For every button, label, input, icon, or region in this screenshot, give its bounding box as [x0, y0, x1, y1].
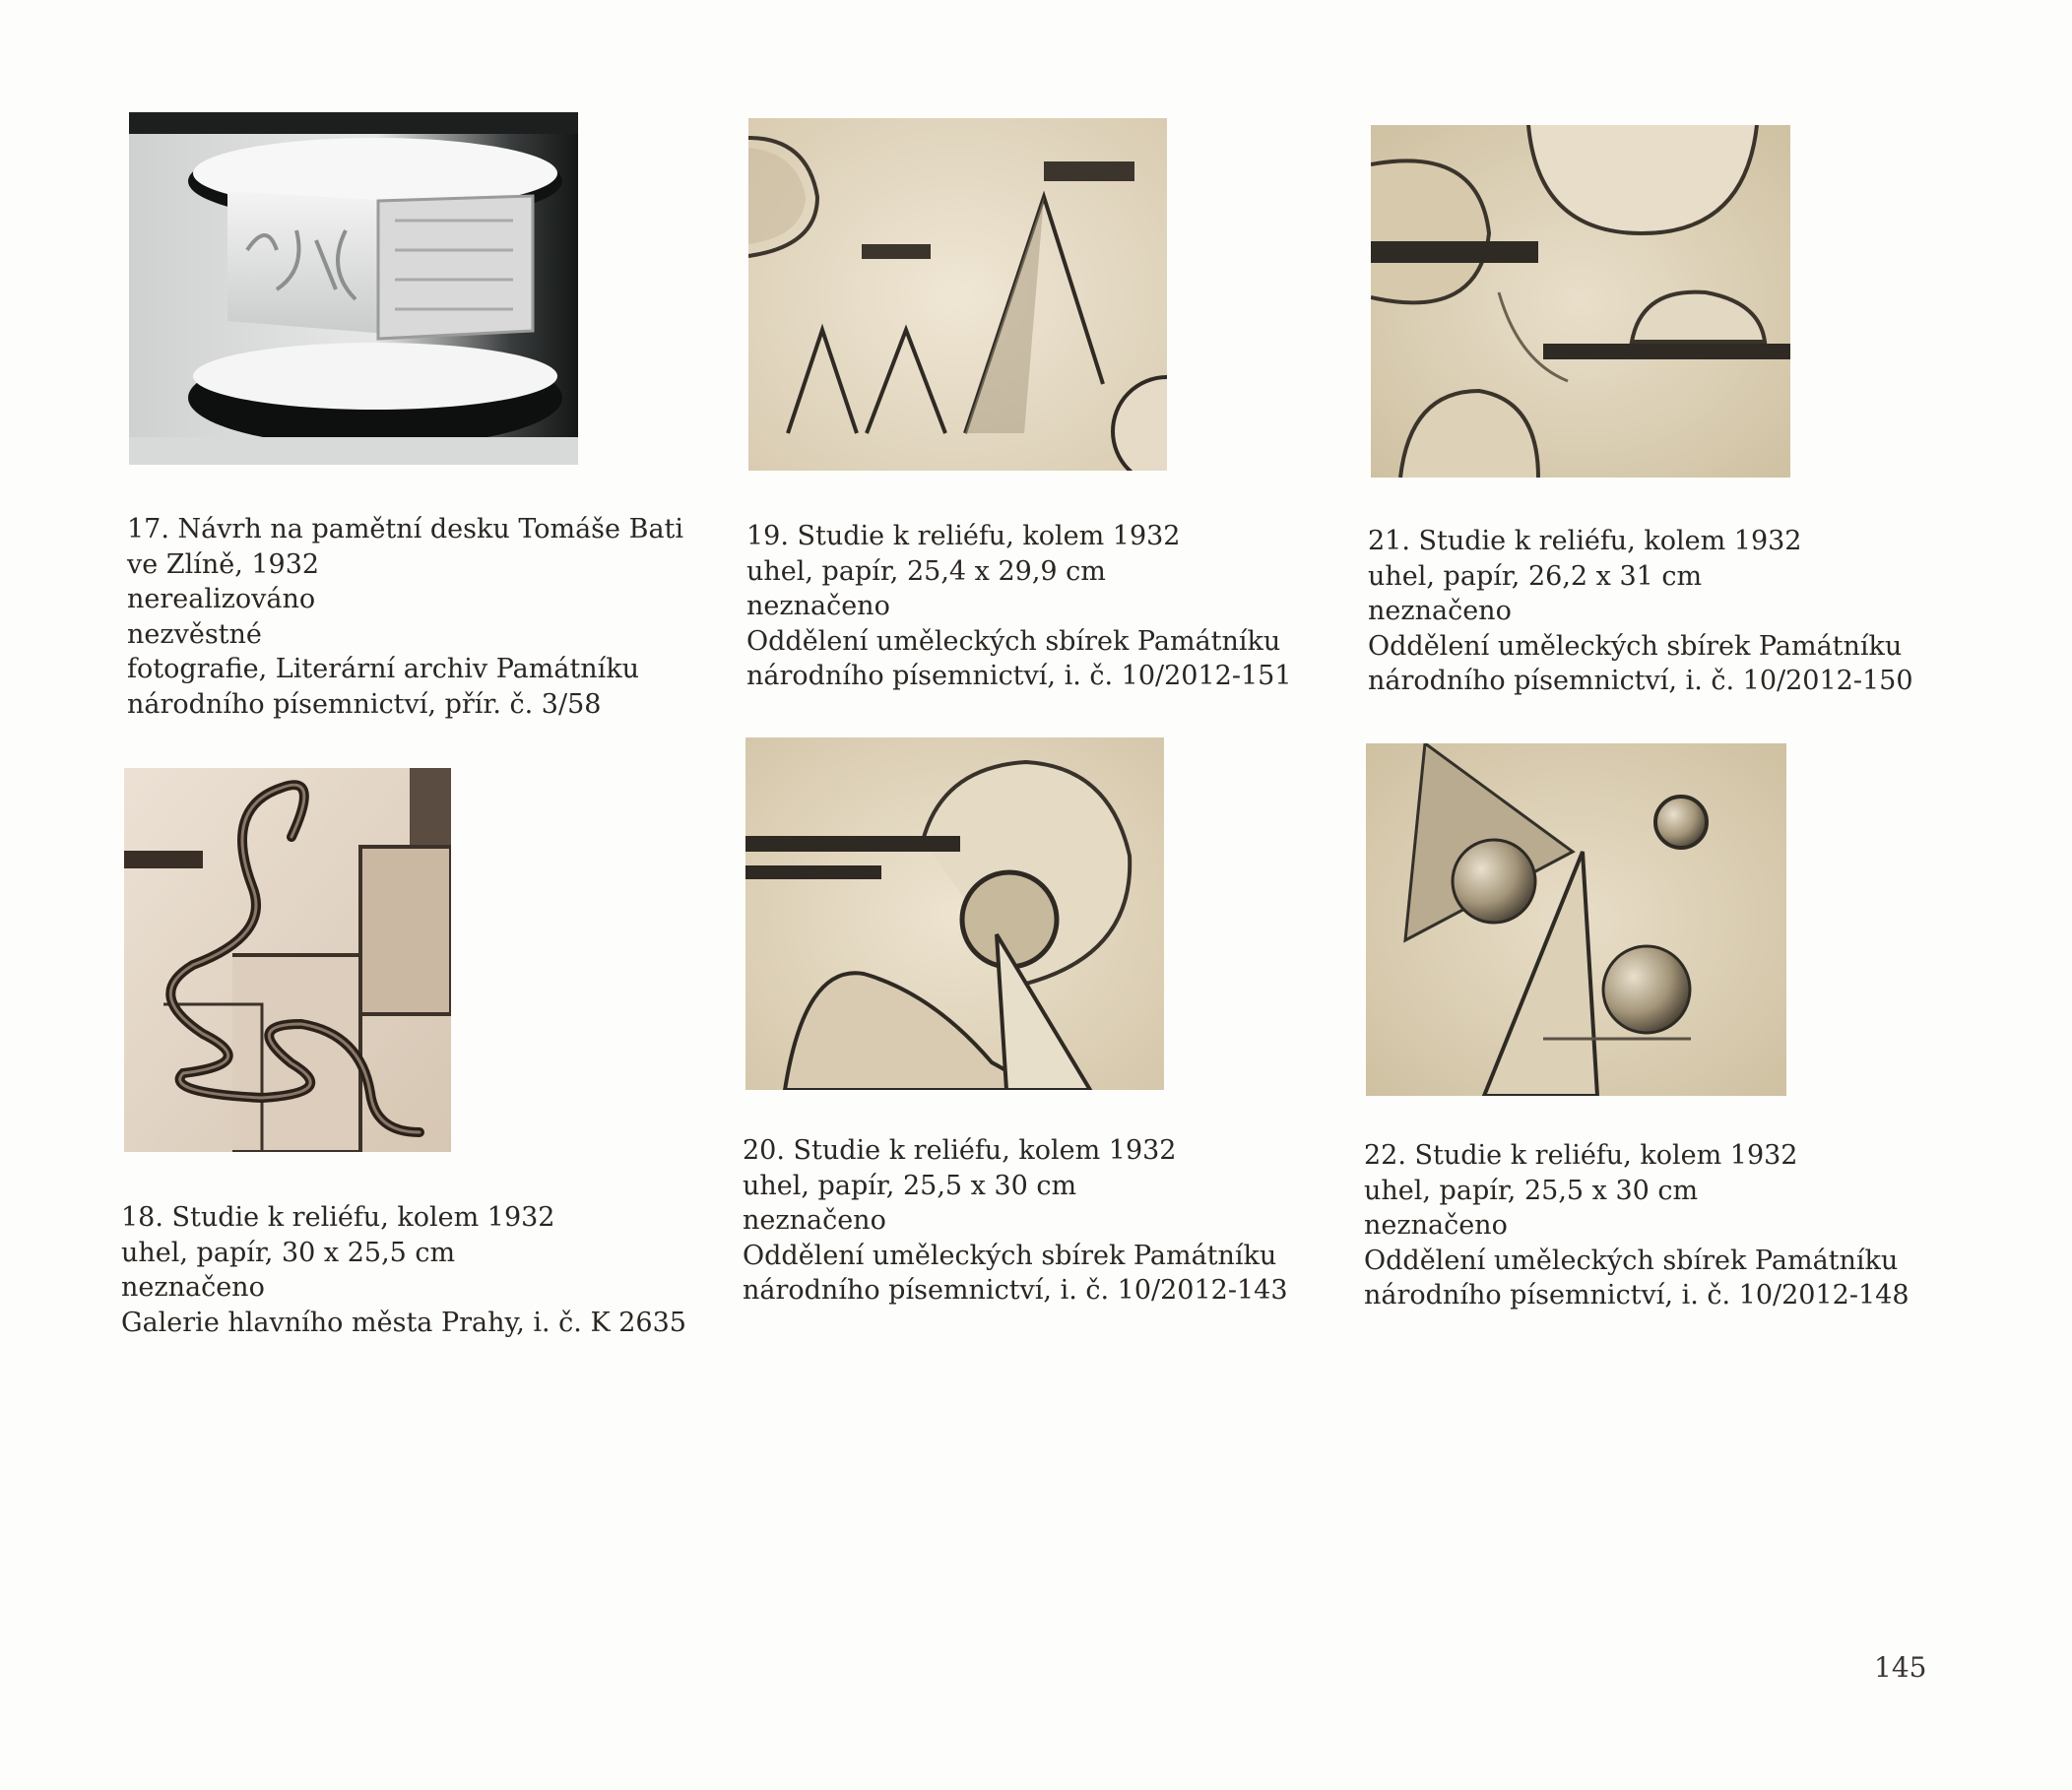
caption-line: uhel, papír, 30 x 25,5 cm [121, 1237, 456, 1268]
caption-line: 21. Studie k reliéfu, kolem 1932 [1368, 526, 1802, 556]
caption-line: národního písemnictví, přír. č. 3/58 [127, 688, 602, 720]
caption-line: uhel, papír, 25,5 x 30 cm [1364, 1175, 1699, 1206]
caption-line: uhel, papír, 26,2 x 31 cm [1368, 560, 1703, 592]
caption-line: neznačeno [121, 1272, 265, 1303]
figure-17-caption [127, 512, 683, 722]
caption-line: neznačeno [746, 591, 890, 621]
caption-line: Oddělení uměleckých sbírek Památníku [1364, 1245, 1899, 1276]
figure-21-image [1371, 125, 1790, 478]
caption-line: uhel, papír, 25,4 x 29,9 cm [746, 555, 1106, 587]
caption-line: neznačeno [743, 1205, 886, 1236]
caption-line: ve Zlíně, 1932 [127, 548, 320, 580]
caption-line: národního písemnictví, i. č. 10/2012-151 [746, 661, 1292, 691]
figure-17-image [129, 112, 578, 465]
caption-line: 19. Studie k reliéfu, kolem 1932 [746, 521, 1181, 551]
figure-20-caption [743, 1133, 1288, 1309]
caption-line: nezvěstné [127, 618, 262, 650]
page-number: 145 [1874, 1651, 1927, 1684]
caption-line: Galerie hlavního města Prahy, i. č. K 2635 [121, 1307, 686, 1338]
figure-20-image [745, 737, 1164, 1090]
figure-18-image [124, 768, 451, 1152]
figure-18-caption [121, 1200, 686, 1340]
caption-line: Oddělení uměleckých sbírek Památníku [743, 1240, 1277, 1271]
caption-line: Oddělení uměleckých sbírek Památníku [746, 625, 1281, 657]
figure-19-caption [746, 519, 1292, 694]
figure-22-caption [1364, 1138, 1910, 1313]
caption-line: 20. Studie k reliéfu, kolem 1932 [743, 1135, 1177, 1166]
caption-line: fotografie, Literární archiv Památníku [127, 654, 640, 684]
figure-22-image [1366, 743, 1786, 1096]
caption-line: 17. Návrh na pamětní desku Tomáše Bati [127, 514, 684, 544]
caption-line: národního písemnictví, i. č. 10/2012-148 [1364, 1280, 1910, 1311]
caption-line: národního písemnictví, i. č. 10/2012-143 [743, 1275, 1288, 1306]
caption-line: 22. Studie k reliéfu, kolem 1932 [1364, 1140, 1798, 1171]
figure-21-caption [1368, 524, 1913, 699]
figure-19-image [748, 118, 1167, 471]
caption-line: neznačeno [1364, 1210, 1508, 1241]
caption-line: národního písemnictví, i. č. 10/2012-150 [1368, 666, 1913, 696]
caption-line: neznačeno [1368, 596, 1512, 626]
caption-line: Oddělení uměleckých sbírek Památníku [1368, 630, 1903, 662]
caption-line: nerealizováno [127, 584, 316, 614]
caption-line: uhel, papír, 25,5 x 30 cm [743, 1170, 1077, 1201]
caption-line: 18. Studie k reliéfu, kolem 1932 [121, 1202, 555, 1233]
